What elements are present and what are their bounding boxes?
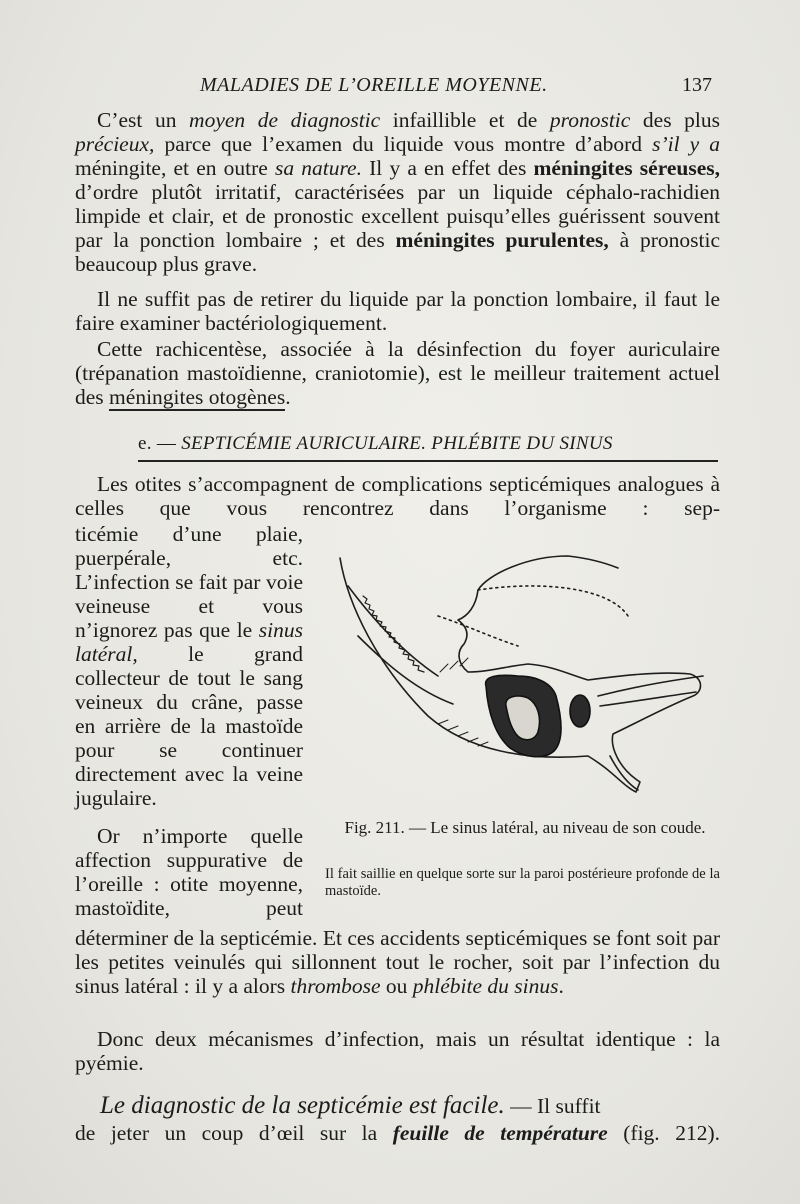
skull-sinus-figure — [318, 546, 718, 816]
figure-subcaption: Il fait saillie en quelque sorte sur la paroi postérieure profonde de la mastoïde. — [325, 866, 720, 899]
header-title: MALADIES DE L’OREILLE MOYENNE. — [200, 74, 548, 96]
underlined-term: méningites otogènes — [109, 385, 286, 409]
inner-line-1 — [348, 586, 438, 676]
dotted-contour — [478, 586, 628, 616]
paragraph-pyemia: Donc deux mécanismes d’infection, mais un résultat identique : la pyémie. — [75, 1027, 720, 1075]
dotted-contour-2 — [438, 616, 518, 646]
inner-line-2 — [358, 636, 453, 704]
suture-line — [363, 596, 424, 672]
figure-caption: Fig. 211. — Le sinus latéral, au niveau de son coude. — [344, 818, 706, 837]
skull-outline — [340, 556, 701, 792]
section-heading: e. — SEPTICÉMIE AURICULAIRE. PHLÉBITE DU SINUS — [138, 433, 613, 454]
paragraph-septicemia-column: ticémie d’une plaie, puerpérale, etc. L’infection se fait par voie veineuse et vous n’ignorez pas que le sinus latéral, le grand collecteur de tout le sang veineux du crâne, passe en arrière de la mastoïde pour se continuer directement avec la veine jugulaire. — [75, 522, 303, 810]
zygomatic-lower — [600, 692, 696, 706]
ear-canal — [570, 695, 590, 727]
page-number: 137 — [682, 74, 712, 96]
paragraph-bacteriology: Il ne suffit pas de retirer du liquide par la ponction lombaire, il faut le faire examiner bactériologiquement. — [75, 287, 720, 335]
paragraph-affection-full: déterminer de la septicémie. Et ces accidents septicémiques se font soit par les petites veinulés qui sillonnent tout le rocher, soit par l’infection du sinus latéral : il y a alors thrombose ou phlébite du sinus. — [75, 926, 720, 998]
heading-rule — [138, 460, 718, 462]
paragraph-rachicentese: Cette rachicentèse, associée à la désinfection du foyer auriculaire (trépanation mastoïdienne, craniotomie), est le meilleur traitement actuel des méningites otogènes. — [75, 337, 720, 409]
diagnostic-heading-line: Le diagnostic de la septicémie est facile. — Il suffit — [100, 1092, 601, 1119]
paragraph-septicemia-intro: Les otites s’accompagnent de complications septicémiques analogues à celles que vous rencontrez dans l’organisme : sep- — [75, 472, 720, 520]
paragraph-diagnostic: C’est un moyen de diagnostic infaillible et de pronostic des plus précieux, parce que l’examen du liquide vous montre d’abord s’il y a méningite, et en outre sa nature. Il y a en effet des méningites séreuses, d’ordre plutôt irritatif, caractérisées par un liquide céphalo-rachidien limpide et clair, et de pronostic excellent puisqu’elles guérissent souvent par la ponction lombaire ; et des méningites purulentes, à pronostic beaucoup plus grave. — [75, 108, 721, 276]
styloid-process — [610, 756, 638, 790]
paragraph-affection-column: Or n’importe quelle affection suppurative de l’oreille : otite moyenne, mastoïdite, peut — [75, 824, 303, 920]
running-header — [0, 74, 800, 104]
temperature-sheet-line: de jeter un coup d’œil sur la feuille de température (fig. 212). — [75, 1121, 721, 1145]
